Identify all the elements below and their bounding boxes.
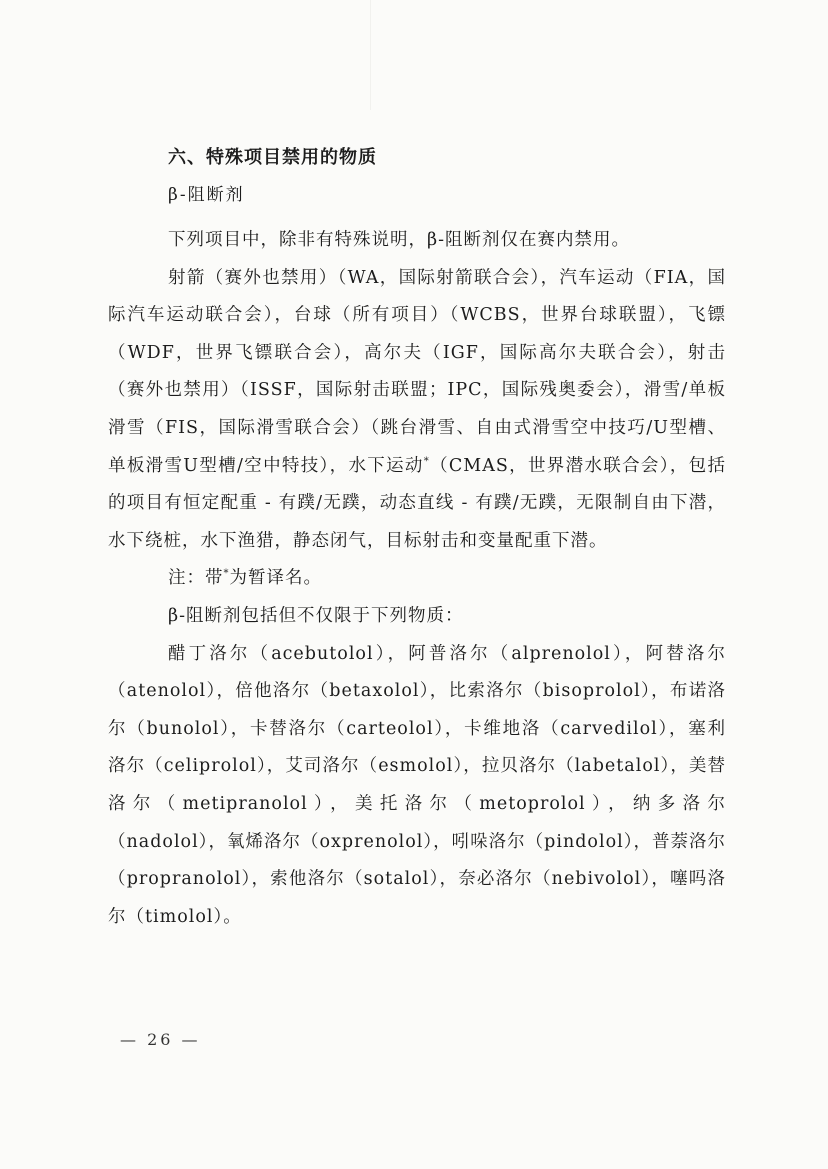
sports-list-text: 射箭（赛外也禁用）（WA，国际射箭联合会），汽车运动（FIA，国际汽车运动联合会），台球（所有项目）（WCBS，世界台球联盟），飞镖（WDF，世界飞镖联合会），高尔夫（IGF，国际高尔夫联合会），射击（赛外也禁用）（ISSF，国际射击联盟；IPC，国际残奥委会），滑雪/单板滑雪（FIS，国际滑雪联合会）（跳台滑雪、自由式滑雪空中技巧/U型槽、单板滑雪U型槽/空中特技），水下运动 <box>108 267 726 476</box>
section-heading: 六、特殊项目禁用的物质 <box>168 147 377 168</box>
subheading: β-阻断剂 <box>168 185 245 205</box>
note <box>108 560 726 598</box>
footnote-mark: * <box>423 455 430 467</box>
note-mark: * <box>223 568 230 580</box>
paragraph-scope: 下列项目中，除非有特殊说明，β-阻断剂仅在赛内禁用。 <box>168 230 631 250</box>
sports-list-text-cont: （CMAS，世界潜水联合会），包括的项目有恒定配重 - 有蹼/无蹼，动态直线 - 有蹼/无蹼，无限制自由下潜，水下绕桩，水下渔猎，静态闭气，目标射击和变量配重下潜。 <box>108 455 726 551</box>
note-text-cont: 为暂译名。 <box>229 568 322 589</box>
bleed-through-mark <box>370 0 491 110</box>
paragraph-substances-intro: β-阻断剂包括但不仅限于下列物质： <box>168 605 464 626</box>
paragraph-sports-list <box>108 260 726 561</box>
paragraph-substances-list: 醋丁洛尔（acebutolol），阿普洛尔（alprenolol），阿替洛尔（atenolol），倍他洛尔（betaxolol），比索洛尔（bisoprolol），布诺洛尔（bunolol），卡替洛尔（carteolol），卡维地洛（carvedilol），塞利洛尔（celiprolol），艾司洛尔（esmolol），拉贝洛尔（labetalol），美替洛尔（metipranolol），美托洛尔（metoprolol），纳多洛尔（nadolol），氧烯洛尔（oxprenolol），吲哚洛尔（pindolol），普萘洛尔（propranolol），索他洛尔（sotalol），奈必洛尔（nebivolol），噻吗洛尔（timolol）。 <box>108 643 726 927</box>
note-text: 注：带 <box>168 568 224 589</box>
page-number: — 26 — <box>120 1030 201 1049</box>
body-text <box>108 222 726 936</box>
